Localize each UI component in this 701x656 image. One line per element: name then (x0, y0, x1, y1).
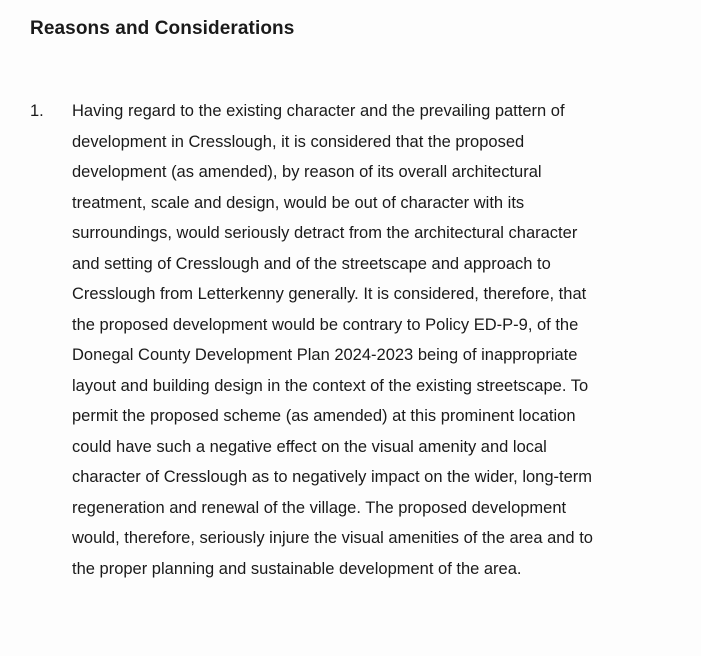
text-line: development in Cresslough, it is considered that the proposed (72, 132, 525, 151)
text-line: the proper planning and sustainable development of the area. (72, 559, 522, 578)
text-line: development (as amended), by reason of its overall architectural (72, 163, 542, 181)
text-line: the proposed development would be contrary to Policy ED-P-9, of the (72, 315, 579, 334)
text-line: could have such a negative effect on the visual amenity and local (72, 437, 547, 456)
text-line: and setting of Cresslough and of the streetscape and approach to (72, 254, 551, 273)
text-line: layout and building design in the context of the existing streetscape. To (72, 376, 589, 395)
section-heading: Reasons and Considerations (30, 18, 295, 39)
text-line: permit the proposed scheme (as amended) at this prominent location (72, 407, 576, 425)
text-line: character of Cresslough as to negatively impact on the wider, long-term (72, 468, 593, 486)
reason-text (72, 96, 672, 584)
text-line: would, therefore, seriously injure the visual amenities of the area and to (72, 529, 593, 547)
reason-number: 1. (30, 102, 44, 120)
text-line: Cresslough from Letterkenny generally. It is considered, therefore, that (72, 285, 587, 303)
text-line: Donegal County Development Plan 2024-2023 being of inappropriate (72, 346, 578, 364)
text-line: Having regard to the existing character and the prevailing pattern of (72, 102, 565, 120)
text-line: treatment, scale and design, would be out of character with its (72, 193, 525, 212)
text-line: regeneration and renewal of the village. The proposed development (72, 498, 567, 517)
text-line: surroundings, would seriously detract from the architectural character (72, 224, 578, 242)
